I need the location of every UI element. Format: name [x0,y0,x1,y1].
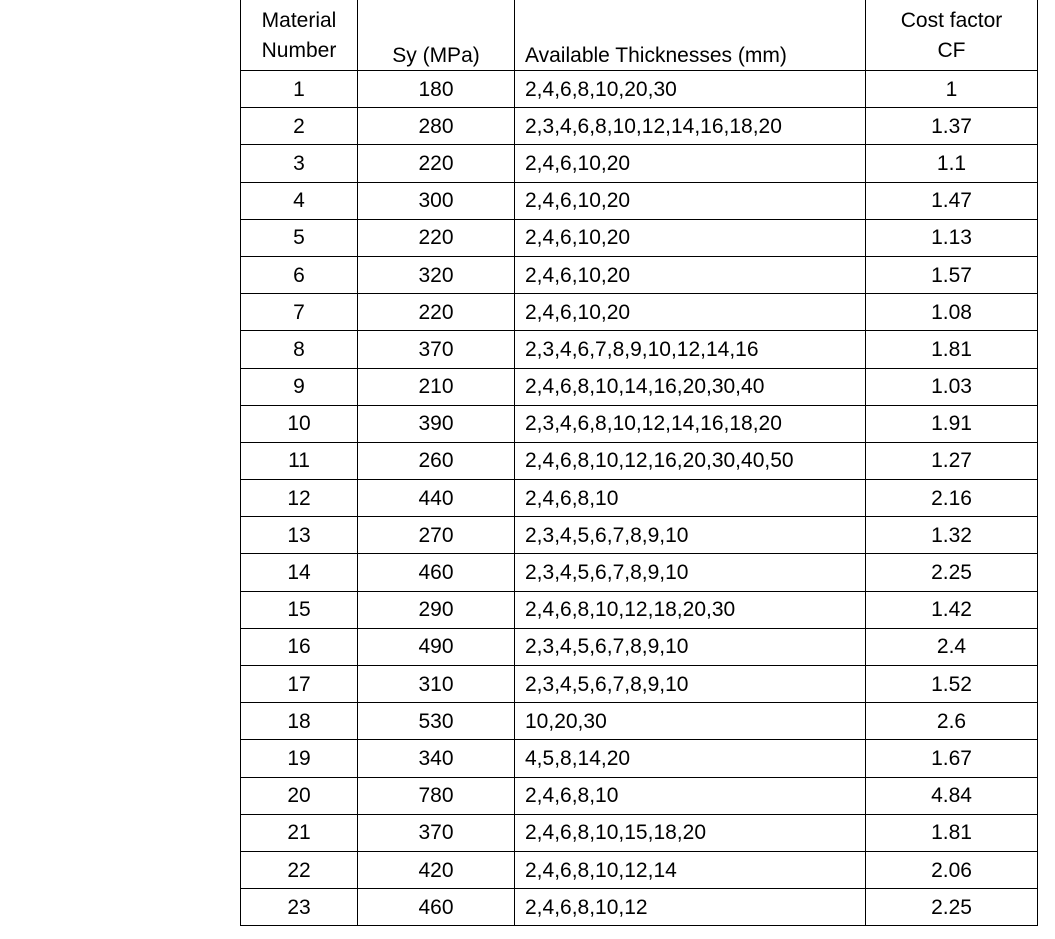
cell-cost-factor: 1.13 [866,219,1038,256]
table-row [241,368,1038,405]
cell-material-number: 18 [241,703,358,740]
cell-material-number: 12 [241,480,358,517]
cell-cost-factor: 1.42 [866,591,1038,628]
cell-cost-factor: 1.27 [866,442,1038,479]
materials-table [240,0,1038,926]
cell-material-number: 17 [241,666,358,703]
cell-material-number: 11 [241,442,358,479]
cell-sy: 310 [358,666,515,703]
table-row [241,628,1038,665]
table-row [241,889,1038,926]
cell-thicknesses: 2,4,6,10,20 [515,145,866,182]
cell-thicknesses: 2,4,6,8,10,12 [515,889,866,926]
cell-cost-factor: 1.91 [866,405,1038,442]
cell-material-number: 9 [241,368,358,405]
cell-sy: 530 [358,703,515,740]
cell-thicknesses: 2,3,4,5,6,7,8,9,10 [515,517,866,554]
cell-material-number: 20 [241,777,358,814]
table-row [241,294,1038,331]
cell-sy: 290 [358,591,515,628]
cell-thicknesses: 2,4,6,10,20 [515,294,866,331]
cell-thicknesses: 2,3,4,6,8,10,12,14,16,18,20 [515,405,866,442]
cell-sy: 460 [358,889,515,926]
table-row [241,591,1038,628]
cell-thicknesses: 2,4,6,8,10,15,18,20 [515,814,866,851]
cell-cost-factor: 1.03 [866,368,1038,405]
cell-thicknesses: 2,4,6,8,10 [515,480,866,517]
table-row [241,851,1038,888]
cell-sy: 210 [358,368,515,405]
cell-thicknesses: 2,4,6,10,20 [515,256,866,293]
cell-cost-factor: 1.81 [866,814,1038,851]
materials-table-body [241,0,1038,926]
cell-sy: 370 [358,331,515,368]
cell-cost-factor: 1.37 [866,108,1038,145]
cell-cost-factor: 1.32 [866,517,1038,554]
cell-material-number: 16 [241,628,358,665]
cell-sy: 320 [358,256,515,293]
cell-cost-factor: 2.25 [866,889,1038,926]
cell-material-number: 19 [241,740,358,777]
cell-sy: 460 [358,554,515,591]
cell-cost-factor: 2.06 [866,851,1038,888]
table-row [241,666,1038,703]
cell-sy: 340 [358,740,515,777]
cell-thicknesses: 2,4,6,8,10,12,14 [515,851,866,888]
table-row [241,480,1038,517]
cell-material-number: 22 [241,851,358,888]
cell-sy: 780 [358,777,515,814]
cell-material-number: 14 [241,554,358,591]
cell-cost-factor: 1.81 [866,331,1038,368]
cell-cost-factor: 1.67 [866,740,1038,777]
table-row [241,219,1038,256]
cell-material-number: 1 [241,71,358,108]
cell-thicknesses: 2,4,6,10,20 [515,182,866,219]
table-row [241,442,1038,479]
cell-sy: 220 [358,145,515,182]
table-row [241,108,1038,145]
table-row [241,405,1038,442]
cell-material-number: 23 [241,889,358,926]
cell-cost-factor: 2.4 [866,628,1038,665]
cell-material-number: 3 [241,145,358,182]
cell-thicknesses: 2,4,6,8,10,12,16,20,30,40,50 [515,442,866,479]
cell-thicknesses: 2,4,6,8,10,20,30 [515,71,866,108]
cell-cost-factor: 1.08 [866,294,1038,331]
cell-cost-factor: 1.1 [866,145,1038,182]
cell-thicknesses: 2,3,4,5,6,7,8,9,10 [515,554,866,591]
cell-thicknesses: 2,4,6,10,20 [515,219,866,256]
table-row [241,777,1038,814]
table-row [241,71,1038,108]
cell-material-number: 10 [241,405,358,442]
cell-cost-factor: 2.6 [866,703,1038,740]
cell-sy: 300 [358,182,515,219]
cell-cost-factor: 1 [866,71,1038,108]
header-sy: Sy (MPa) [358,0,515,71]
cell-cost-factor: 1.52 [866,666,1038,703]
cell-material-number: 4 [241,182,358,219]
header-material-number [241,0,358,71]
cell-material-number: 13 [241,517,358,554]
cell-cost-factor: 2.25 [866,554,1038,591]
table-row [241,517,1038,554]
header-material-line1: Material [261,9,337,32]
cell-sy: 490 [358,628,515,665]
cell-sy: 180 [358,71,515,108]
cell-thicknesses: 2,3,4,6,7,8,9,10,12,14,16 [515,331,866,368]
table-row [241,814,1038,851]
header-material-line2: Number [261,39,337,62]
table-row [241,331,1038,368]
cell-material-number: 6 [241,256,358,293]
cell-sy: 220 [358,294,515,331]
cell-cost-factor: 1.47 [866,182,1038,219]
table-row [241,554,1038,591]
cell-material-number: 7 [241,294,358,331]
cell-material-number: 15 [241,591,358,628]
cell-sy: 270 [358,517,515,554]
header-thicknesses: Available Thicknesses (mm) [515,0,866,71]
cell-material-number: 21 [241,814,358,851]
header-cf-line2: CF [937,39,966,62]
cell-sy: 440 [358,480,515,517]
header-cost-factor [866,0,1038,71]
cell-cost-factor: 1.57 [866,256,1038,293]
table-row [241,740,1038,777]
cell-thicknesses: 2,4,6,8,10,12,18,20,30 [515,591,866,628]
cell-material-number: 2 [241,108,358,145]
cell-material-number: 8 [241,331,358,368]
cell-cost-factor: 4.84 [866,777,1038,814]
table-row [241,182,1038,219]
cell-cost-factor: 2.16 [866,480,1038,517]
table-row [241,145,1038,182]
cell-sy: 370 [358,814,515,851]
cell-sy: 420 [358,851,515,888]
cell-thicknesses: 4,5,8,14,20 [515,740,866,777]
cell-sy: 260 [358,442,515,479]
table-header-row [241,0,1038,71]
cell-thicknesses: 2,3,4,5,6,7,8,9,10 [515,628,866,665]
header-cf-line1: Cost factor [900,9,1003,32]
cell-thicknesses: 2,3,4,6,8,10,12,14,16,18,20 [515,108,866,145]
cell-thicknesses: 2,3,4,5,6,7,8,9,10 [515,666,866,703]
table-row [241,256,1038,293]
cell-thicknesses: 2,4,6,8,10 [515,777,866,814]
cell-sy: 220 [358,219,515,256]
cell-sy: 390 [358,405,515,442]
cell-thicknesses: 10,20,30 [515,703,866,740]
cell-thicknesses: 2,4,6,8,10,14,16,20,30,40 [515,368,866,405]
cell-material-number: 5 [241,219,358,256]
cell-sy: 280 [358,108,515,145]
table-row [241,703,1038,740]
